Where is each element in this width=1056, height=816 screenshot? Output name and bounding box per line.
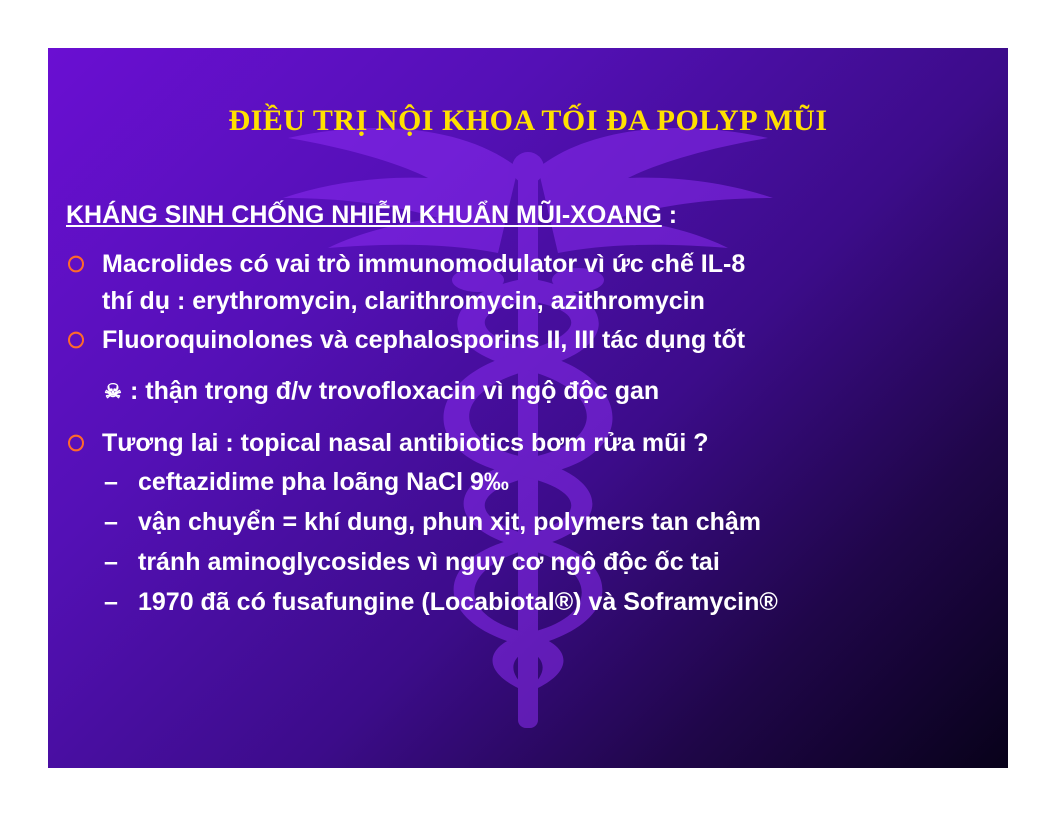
bullet-macrolides [66,246,996,320]
slide [48,48,1008,768]
dash-marker: – [104,588,118,616]
bullet-line: Tương lai : topical nasal antibiotics bơm rửa mũi ? [102,429,709,457]
sub-item-text: ceftazidime pha loãng NaCl 9‰ [138,468,509,496]
sub-item [66,462,996,502]
sub-item [66,502,996,542]
bullet-circle-icon [68,435,84,452]
sub-item [66,582,996,622]
sub-item [66,542,996,582]
slide-title: ĐIỀU TRỊ NỘI KHOA TỐI ĐA POLYP MŨI [228,104,828,137]
bullet-line-warning [102,373,996,411]
section-heading [66,198,996,232]
slide-body [66,198,996,622]
section-heading-text: KHÁNG SINH CHỐNG NHIỄM KHUẨN MŨI-XOANG [66,201,662,229]
skull-icon: ☠ [104,381,122,403]
sub-item-text: tránh aminoglycosides vì nguy cơ ngộ độc ốc tai [138,548,720,576]
dash-marker: – [104,508,118,536]
bullet-circle-icon [68,256,84,273]
bullet-fluoroquinolones [66,322,996,411]
bullet-circle-icon [68,332,84,349]
bullet-line: thí dụ : erythromycin, clarithromycin, azithromycin [102,287,705,315]
dash-marker: – [104,548,118,576]
sub-item-text: vận chuyển = khí dung, phun xịt, polymers tan chậm [138,508,762,536]
section-heading-suffix: : [661,201,678,229]
bullet-future [66,425,996,462]
dash-marker: – [104,468,118,496]
bullet-line: Fluoroquinolones và cephalosporins II, III tác dụng tốt [102,326,746,354]
sub-item-text: 1970 đã có fusafungine (Locabiotal®) và Soframycin® [138,588,778,616]
bullet-line: Macrolides có vai trò immunomodulator vì ức chế IL-8 [102,250,746,278]
warning-text: : thận trọng đ/v trovofloxacin vì ngộ độc gan [130,377,660,405]
